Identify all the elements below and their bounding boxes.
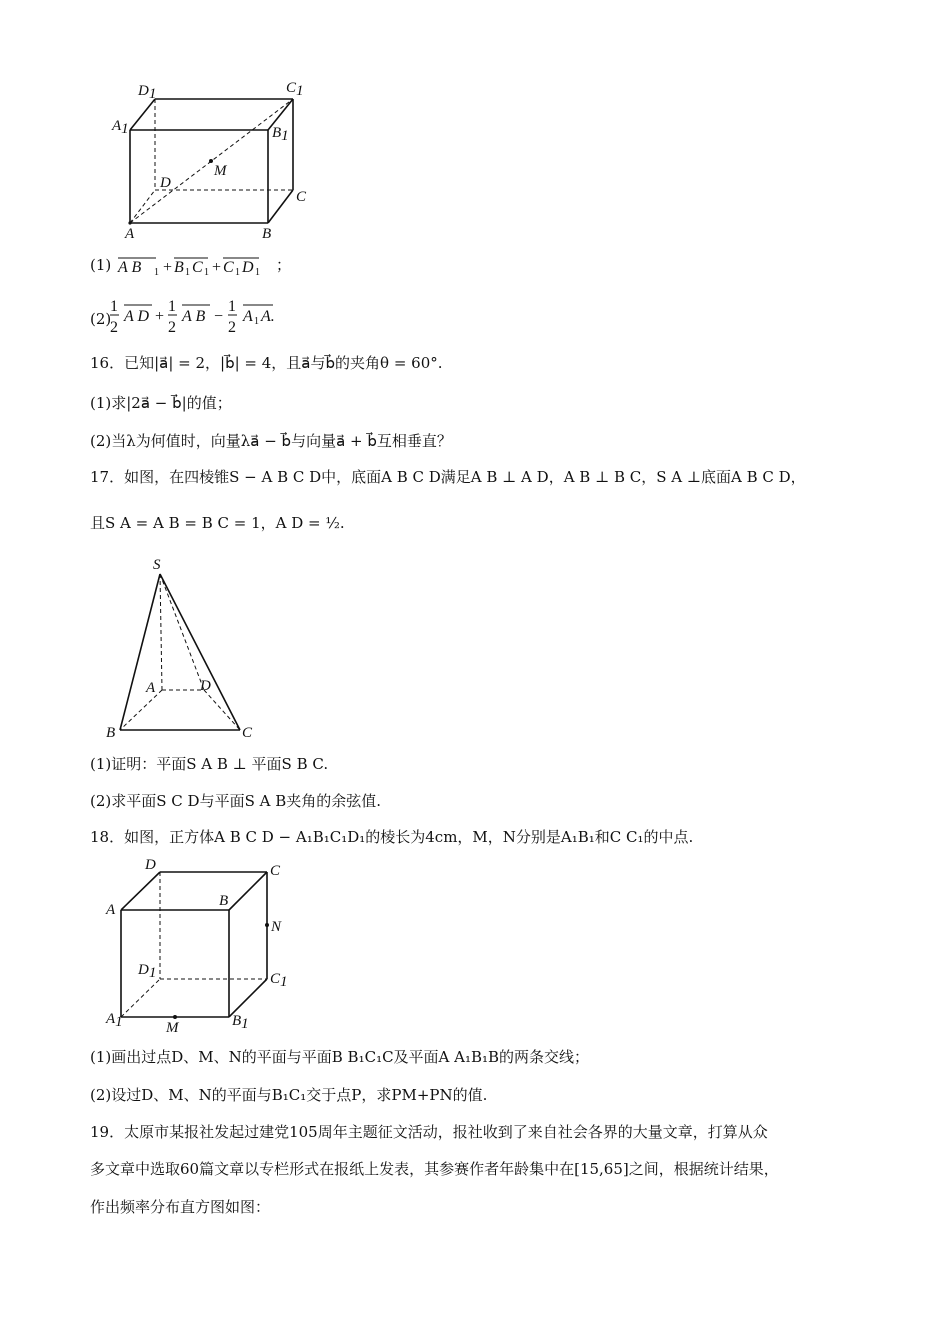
q16-part2: (2)当λ为何值时，向量λa⃗ − b⃗与向量a⃗ + b⃗互相垂直？ [90, 432, 452, 450]
svg-text:1: 1 [228, 298, 236, 315]
svg-text:1: 1 [154, 267, 160, 277]
svg-text:2: 2 [168, 319, 176, 336]
label-D1: D1 [138, 83, 157, 102]
cube-figure [100, 855, 300, 1040]
label-A1: A1 [112, 118, 129, 137]
edge-AD-hidden [130, 190, 155, 223]
edge-SB [120, 574, 160, 730]
vector-combination-expression [110, 296, 310, 336]
svg-text:1: 1 [168, 298, 176, 315]
label-D: D [145, 857, 156, 873]
svg-text:1: 1 [204, 267, 210, 277]
svg-text:2: 2 [228, 319, 236, 336]
edge-A1D1 [130, 99, 155, 130]
svg-text:C: C [223, 259, 234, 276]
q16-part1: (1)求|2a⃗ − b⃗|的值； [90, 394, 232, 412]
label-B: B [262, 226, 272, 242]
label-D1: D1 [138, 962, 157, 981]
point-M [209, 159, 213, 163]
q15-part2: (2) 1 2 A D + 1 2 A B − 1 2 A 1 A. [90, 296, 111, 336]
svg-text:1: 1 [255, 267, 261, 277]
svg-text:A B: A B [182, 308, 206, 325]
label-A: A [106, 902, 116, 918]
q17-stem-line1: 17．如图，在四棱锥S − A B C D中，底面A B C D满足A B ⊥ A D，A B ⊥ B C，S A ⊥底面A B C D， [90, 468, 806, 486]
label-B: B [219, 893, 229, 909]
svg-text:C: C [192, 259, 203, 276]
label-S: S [153, 557, 161, 573]
label-C1: C1 [270, 971, 288, 990]
edge-A1D1-hidden [121, 979, 160, 1017]
q17-part1: (1)证明：平面S A B ⊥ 平面S B C. [90, 755, 329, 773]
q15-part1: (1) A B 1 + B 1 C 1 + C 1 D 1 ； [90, 256, 292, 277]
cuboid-figure [100, 75, 330, 245]
edge-AD [121, 872, 160, 910]
label-A: A [146, 680, 156, 696]
svg-text:1: 1 [185, 267, 191, 277]
label-M: M [166, 1020, 179, 1036]
label-C: C [296, 189, 307, 205]
q19-line2: 多文章中选取60篇文章以专栏形式在报纸上发表，其参赛作者年龄集中在[15,65]之间，根据统计结果， [90, 1160, 779, 1178]
point-A [128, 221, 131, 224]
label-M: M [214, 163, 227, 179]
q19-line1: 19．太原市某报社发起过建党105周年主题征文活动，报社收到了来自社会各界的大量文章，打算从众 [90, 1123, 768, 1141]
q18-part1: (1)画出过点D、M、N的平面与平面B B₁C₁C及平面A A₁B₁B的两条交线； [90, 1048, 590, 1066]
q16-stem: 16．已知|a⃗| = 2，|b⃗| = 4，且a⃗与b⃗的夹角θ = 60°. [90, 354, 443, 372]
point-M [173, 1015, 177, 1019]
edge-BC [268, 190, 293, 223]
svg-text:1: 1 [235, 267, 241, 277]
svg-text:A.: A. [261, 308, 275, 325]
edge-B1C1 [229, 979, 267, 1017]
svg-text:A: A [243, 308, 253, 325]
q18-stem: 18．如图，正方体A B C D − A₁B₁C₁D₁的棱长为4cm，M，N分别是A₁B₁和C C₁的中点. [90, 828, 694, 846]
label-D: D [200, 678, 211, 694]
svg-text:A B: A B [118, 259, 142, 276]
svg-text:−: − [214, 308, 224, 325]
svg-text:+: + [155, 308, 165, 325]
label-C1: C1 [286, 80, 304, 99]
pyramid-figure [100, 552, 270, 744]
edge-SC [160, 574, 240, 730]
vector-sum-expression [116, 255, 276, 277]
q18-part2: (2)设过D、M、N的平面与B₁C₁交于点P，求PM+PN的值. [90, 1086, 488, 1104]
label-B1: B1 [272, 125, 289, 144]
svg-text:+: + [212, 259, 222, 276]
q17-part2: (2)求平面S C D与平面S A B夹角的余弦值. [90, 792, 381, 810]
label-B: B [106, 725, 116, 741]
svg-text:1: 1 [254, 316, 259, 327]
q17-stem-line2: 且S A = A B = B C = 1，A D = ½. [90, 514, 345, 532]
q19-line3: 作出频率分布直方图如图： [90, 1198, 271, 1216]
svg-text:2: 2 [110, 319, 118, 336]
edge-AB-hidden [120, 690, 162, 730]
label-D: D [160, 175, 171, 191]
edge-SA-hidden [160, 574, 162, 690]
label-N: N [271, 919, 282, 935]
svg-text:+: + [163, 259, 173, 276]
label-B1: B1 [232, 1013, 249, 1032]
label-A: A [125, 226, 135, 242]
point-N [265, 923, 269, 927]
label-C: C [242, 725, 253, 741]
edge-BC [229, 872, 267, 910]
svg-text:A D: A D [124, 308, 150, 325]
svg-text:D: D [242, 259, 254, 276]
svg-text:1: 1 [110, 298, 118, 315]
label-C: C [270, 863, 281, 879]
edge-SD-hidden [160, 574, 204, 690]
label-A1: A1 [106, 1011, 123, 1030]
svg-text:B: B [174, 259, 184, 276]
